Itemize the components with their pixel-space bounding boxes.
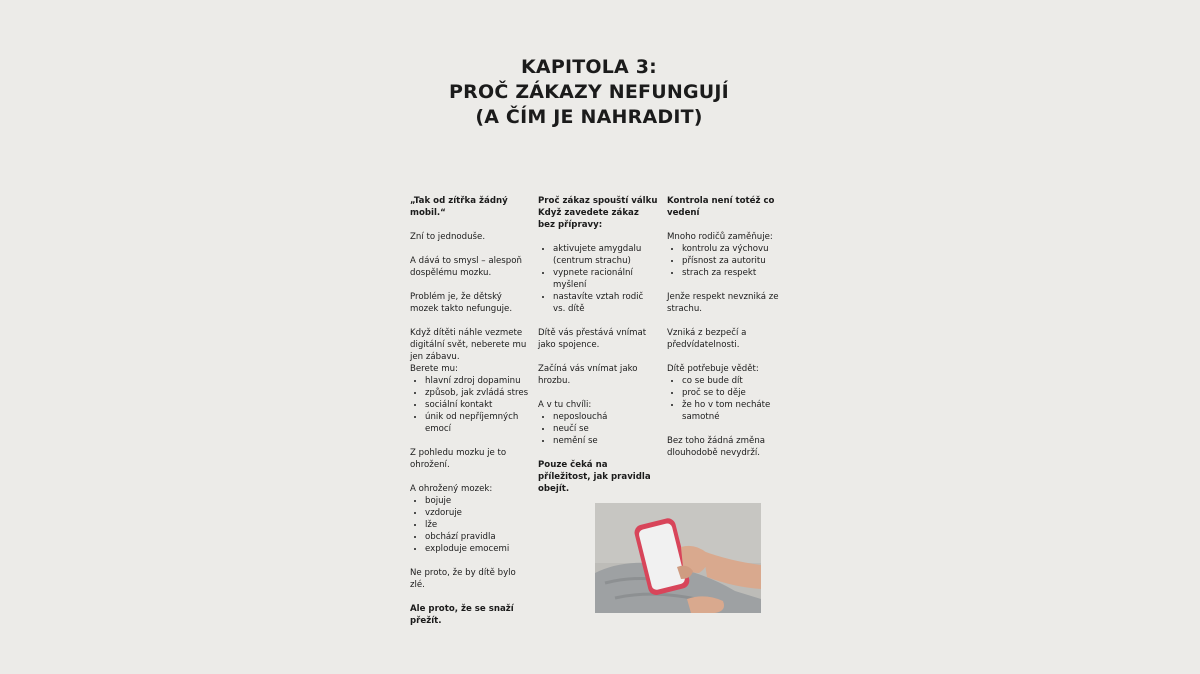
- paragraph: Dítě potřebuje vědět:: [667, 364, 759, 374]
- closing-statement: Ale proto, že se snaží přežít.: [410, 604, 514, 626]
- column-2-heading: Proč zákaz spouští válku: [538, 196, 658, 206]
- paragraph: Berete mu:: [410, 364, 458, 374]
- list-item: • exploduje emocemi: [425, 543, 530, 555]
- list-child-needs: [667, 375, 787, 423]
- list-item: • strach za respekt: [682, 267, 787, 279]
- list-item: • co se bude dít: [682, 375, 787, 387]
- list-item: • bojuje: [425, 495, 530, 507]
- list-taken-away: [410, 375, 530, 435]
- list-item: • obchází pravidla: [425, 531, 530, 543]
- paragraph: A ohrožený mozek:: [410, 484, 493, 494]
- list-item: • vypnete racionální myšlení: [553, 267, 658, 291]
- paragraph: Problém je, že dětský mozek takto nefunguje.: [410, 292, 513, 314]
- list-confusions: [667, 243, 787, 279]
- column-3-heading: Kontrola není totéž co vedení: [667, 196, 775, 218]
- list-item: • neposlouchá: [553, 411, 658, 423]
- list-item: • že ho v tom necháte samotné: [682, 399, 787, 423]
- column-2: [538, 195, 658, 507]
- list-child-behaviour: [538, 411, 658, 447]
- paragraph: Bez toho žádná změna dlouhodobě nevydrží.: [667, 436, 766, 458]
- paragraph: Začíná vás vnímat jako hrozbu.: [538, 364, 638, 386]
- list-item: • nastavíte vztah rodič vs. dítě: [553, 291, 658, 315]
- paragraph: Ne proto, že by dítě bylo zlé.: [410, 568, 516, 590]
- list-item: • přísnost za autoritu: [682, 255, 787, 267]
- paragraph: Když dítěti náhle vezmete digitální svět, neberete mu jen zábavu.: [410, 328, 527, 362]
- title-line-2: PROČ ZÁKAZY NEFUNGUJÍ: [449, 81, 729, 103]
- list-item: • neučí se: [553, 423, 658, 435]
- paragraph: Zní to jednoduše.: [410, 232, 486, 242]
- title-line-3: (A ČÍM JE NAHRADIT): [475, 106, 703, 128]
- column-1: [410, 195, 530, 639]
- list-item: • kontrolu za výchovu: [682, 243, 787, 255]
- list-item: • vzdoruje: [425, 507, 530, 519]
- paragraph: Jenže respekt nevzniká ze strachu.: [667, 292, 779, 314]
- column-2-subheading: Když zavedete zákaz bez přípravy:: [538, 208, 639, 230]
- chapter-title: [400, 55, 778, 130]
- phone-in-hand-photo: [595, 503, 761, 613]
- list-item: • lže: [425, 519, 530, 531]
- column-3: [667, 195, 787, 471]
- list-item: • únik od nepříjemných emocí: [425, 411, 530, 435]
- phone-in-hand-illustration: [595, 503, 761, 613]
- list-item: • nemění se: [553, 435, 658, 447]
- paragraph: A v tu chvíli:: [538, 400, 592, 410]
- list-item: • hlavní zdroj dopaminu: [425, 375, 530, 387]
- list-item: • sociální kontakt: [425, 399, 530, 411]
- list-item: • způsob, jak zvládá stres: [425, 387, 530, 399]
- closing-statement: Pouze čeká na příležitost, jak pravidla obejít.: [538, 460, 651, 494]
- list-item: • proč se to děje: [682, 387, 787, 399]
- paragraph: Mnoho rodičů zaměňuje:: [667, 232, 773, 242]
- paragraph: Dítě vás přestává vnímat jako spojence.: [538, 328, 647, 350]
- column-1-heading: „Tak od zítřka žádný mobil.“: [410, 196, 508, 218]
- list-item: • aktivujete amygdalu (centrum strachu): [553, 243, 658, 267]
- title-line-1: KAPITOLA 3:: [521, 56, 657, 78]
- list-threatened-brain: [410, 495, 530, 555]
- paragraph: A dává to smysl – alespoň dospělému mozku.: [410, 256, 522, 278]
- paragraph: Vzniká z bezpečí a předvídatelnosti.: [667, 328, 747, 350]
- paragraph: Z pohledu mozku je to ohrožení.: [410, 448, 507, 470]
- list-ban-effects: [538, 243, 658, 315]
